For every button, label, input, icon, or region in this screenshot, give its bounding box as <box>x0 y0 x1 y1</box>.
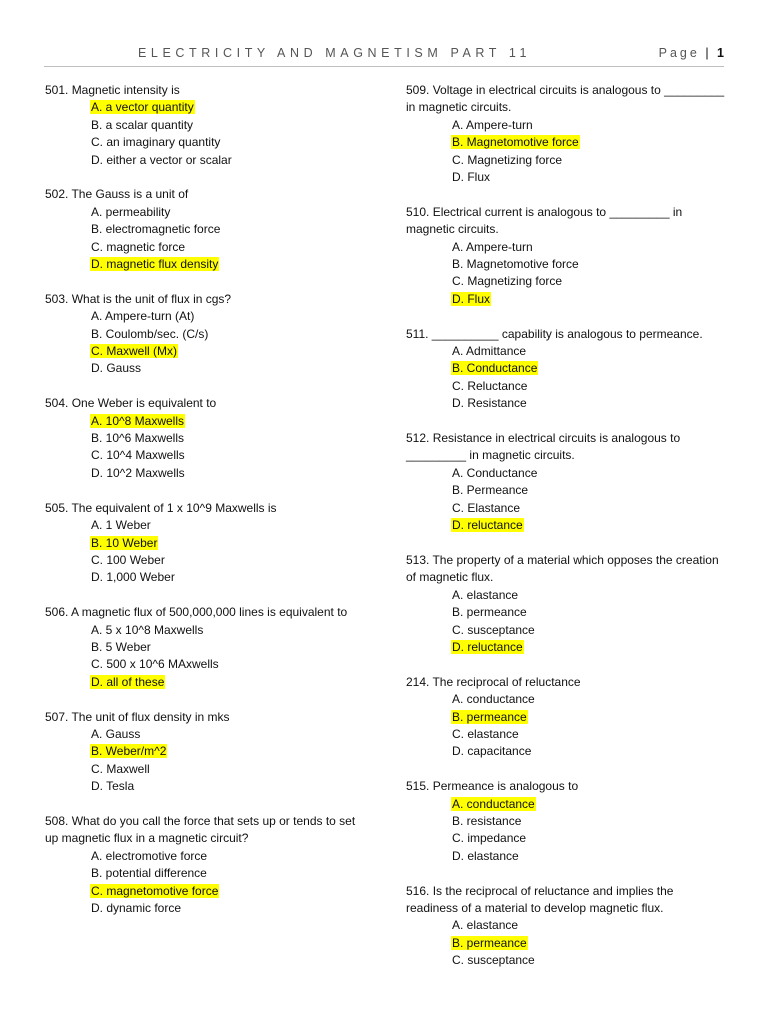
question-text: 511. __________ capability is analogous to permeance. <box>406 326 703 341</box>
answer-option <box>406 482 726 499</box>
answer-option <box>45 900 360 917</box>
page-label: Page <box>658 46 700 60</box>
answer-option <box>45 761 360 778</box>
question-block <box>406 326 726 413</box>
answer-option-text: B. Conductance <box>452 361 538 376</box>
correct-answer-option <box>45 883 360 900</box>
answer-option-text: D. elastance <box>452 848 519 863</box>
answer-option-text: B. electromagnetic force <box>91 222 221 237</box>
answer-option-text: B. Weber/m^2 <box>91 744 167 759</box>
question-block <box>406 552 726 656</box>
answer-options <box>45 726 360 796</box>
answer-option <box>406 152 726 169</box>
answer-option <box>406 343 726 360</box>
answer-option-text: A. Ampere-turn (At) <box>91 309 195 324</box>
answer-option-text: B. Coulomb/sec. (C/s) <box>91 326 209 341</box>
answer-option-text: D. 10^2 Maxwells <box>91 465 185 480</box>
answer-option-text: A. Ampere-turn <box>452 239 533 254</box>
answer-option <box>406 239 726 256</box>
answer-option <box>406 726 726 743</box>
right-question-column <box>406 82 726 987</box>
question-block <box>406 430 726 534</box>
answer-option <box>45 152 360 169</box>
page-header <box>0 0 768 70</box>
question-block <box>406 778 726 865</box>
answer-option-text: C. an imaginary quantity <box>91 135 221 150</box>
answer-option-text: A. a vector quantity <box>91 100 194 115</box>
answer-option-text: D. dynamic force <box>91 900 182 915</box>
question-text: 505. The equivalent of 1 x 10^9 Maxwells is <box>45 500 277 515</box>
page-number: 1 <box>717 46 724 60</box>
question-block <box>45 186 360 273</box>
answer-option-text: D. Tesla <box>91 779 135 794</box>
answer-option <box>45 517 360 534</box>
answer-option <box>45 204 360 221</box>
answer-option <box>45 622 360 639</box>
answer-option-text: B. Permeance <box>452 483 529 498</box>
answer-option <box>406 169 726 186</box>
left-question-column <box>45 82 360 935</box>
answer-option-text: A. elastance <box>452 587 519 602</box>
answer-options <box>406 465 726 535</box>
answer-options <box>406 343 726 413</box>
answer-option-text: D. reluctance <box>452 518 523 533</box>
answer-option-text: C. Maxwell <box>91 761 150 776</box>
answer-option <box>406 743 726 760</box>
question-text: 507. The unit of flux density in mks <box>45 709 230 724</box>
answer-option <box>406 500 726 517</box>
answer-option <box>45 656 360 673</box>
answer-options <box>406 917 726 969</box>
answer-option-text: C. susceptance <box>452 622 535 637</box>
answer-option-text: A. Admittance <box>452 344 527 359</box>
question-text: 512. Resistance in electrical circuits is analogous to _________ in magnetic circuits. <box>406 431 681 463</box>
answer-option <box>406 917 726 934</box>
answer-option <box>406 256 726 273</box>
answer-option-text: C. Maxwell (Mx) <box>91 344 177 359</box>
answer-option <box>406 587 726 604</box>
answer-option-text: A. 1 Weber <box>91 518 151 533</box>
answer-option-text: B. 10 Weber <box>91 535 158 550</box>
answer-option-text: D. reluctance <box>452 639 523 654</box>
page-separator: | <box>705 46 709 60</box>
answer-option <box>406 848 726 865</box>
header-divider <box>44 66 724 67</box>
correct-answer-option <box>406 134 726 151</box>
answer-option-text: C. magnetic force <box>91 239 186 254</box>
answer-option <box>45 360 360 377</box>
answer-option-text: C. 500 x 10^6 MAxwells <box>91 657 219 672</box>
answer-option <box>406 378 726 395</box>
question-text: 509. Voltage in electrical circuits is analogous to _________ in magnetic circuits. <box>406 83 725 115</box>
answer-option-text: C. susceptance <box>452 953 535 968</box>
answer-options <box>45 848 360 918</box>
answer-option-text: B. potential difference <box>91 866 207 881</box>
correct-answer-option <box>406 639 726 656</box>
question-block <box>45 813 360 917</box>
question-block <box>406 204 726 308</box>
answer-option-text: A. elastance <box>452 918 519 933</box>
question-text: 516. Is the reciprocal of reluctance and implies the readiness of a material to develop magnetic flux. <box>406 883 674 915</box>
answer-option <box>406 813 726 830</box>
answer-option <box>45 239 360 256</box>
answer-option-text: D. magnetic flux density <box>91 257 219 272</box>
answer-option <box>45 865 360 882</box>
answer-option-text: B. permeance <box>452 605 527 620</box>
answer-option-text: A. 5 x 10^8 Maxwells <box>91 622 204 637</box>
answer-option <box>45 326 360 343</box>
question-block <box>406 82 726 186</box>
answer-option-text: C. 100 Weber <box>91 552 165 567</box>
answer-option-text: C. elastance <box>452 726 519 741</box>
answer-option <box>45 848 360 865</box>
answer-option-text: B. Magnetomotive force <box>452 135 579 150</box>
answer-option-text: A. electromotive force <box>91 848 208 863</box>
question-block <box>406 674 726 761</box>
answer-option-text: B. permeance <box>452 935 527 950</box>
answer-options <box>406 587 726 657</box>
answer-option-text: C. Magnetizing force <box>452 274 563 289</box>
answer-option-text: A. Gauss <box>91 726 141 741</box>
answer-options <box>45 99 360 169</box>
question-text: 508. What do you call the force that sets up or tends to set up magnetic flux in a magnetic circuit? <box>45 813 356 846</box>
answer-option <box>45 726 360 743</box>
correct-answer-option <box>406 291 726 308</box>
answer-option <box>45 569 360 586</box>
question-text: 515. Permeance is analogous to <box>406 779 579 794</box>
answer-option <box>45 447 360 464</box>
answer-option-text: D. Flux <box>452 170 491 185</box>
answer-option <box>406 952 726 969</box>
answer-options <box>45 204 360 274</box>
answer-option-text: D. Gauss <box>91 361 142 376</box>
answer-option <box>45 552 360 569</box>
answer-option <box>45 221 360 238</box>
correct-answer-option <box>45 256 360 273</box>
answer-option-text: A. Ampere-turn <box>452 117 533 132</box>
answer-option <box>406 622 726 639</box>
question-text: 513. The property of a material which opposes the creation of magnetic flux. <box>406 552 719 585</box>
answer-option-text: C. 10^4 Maxwells <box>91 448 185 463</box>
answer-options <box>406 117 726 187</box>
answer-option-text: B. Magnetomotive force <box>452 257 579 272</box>
answer-option-text: D. Resistance <box>452 396 527 411</box>
correct-answer-option <box>45 99 360 116</box>
answer-option-text: B. 5 Weber <box>91 639 151 654</box>
question-block <box>406 883 726 970</box>
question-block <box>45 82 360 169</box>
answer-option-text: A. 10^8 Maxwells <box>91 413 184 428</box>
answer-option-text: D. capacitance <box>452 744 532 759</box>
answer-option-text: A. Conductance <box>452 465 538 480</box>
answer-option <box>45 778 360 795</box>
answer-option <box>45 117 360 134</box>
question-text: 504. One Weber is equivalent to <box>45 396 217 411</box>
question-block <box>45 291 360 378</box>
answer-options <box>45 308 360 378</box>
correct-answer-option <box>45 413 360 430</box>
answer-option <box>45 308 360 325</box>
answer-options <box>45 622 360 692</box>
answer-option <box>45 430 360 447</box>
answer-option <box>406 395 726 412</box>
answer-option-text: D. 1,000 Weber <box>91 570 175 585</box>
question-text: 503. What is the unit of flux in cgs? <box>45 291 232 306</box>
answer-option-text: D. either a vector or scalar <box>91 152 232 167</box>
answer-option-text: A. conductance <box>452 796 535 811</box>
question-block <box>45 604 360 691</box>
answer-option <box>45 465 360 482</box>
page-indicator <box>659 46 724 60</box>
answer-option-text: A. conductance <box>452 692 535 707</box>
question-text: 501. Magnetic intensity is <box>45 83 180 97</box>
correct-answer-option <box>45 674 360 691</box>
answer-option-text: B. a scalar quantity <box>91 117 194 132</box>
question-text: 214. The reciprocal of reluctance <box>406 674 581 689</box>
answer-options <box>45 517 360 587</box>
question-block <box>45 709 360 796</box>
question-text: 502. The Gauss is a unit of <box>45 187 189 202</box>
question-text: 510. Electrical current is analogous to _________ in magnetic circuits. <box>406 204 683 237</box>
question-text: 506. A magnetic flux of 500,000,000 lines is equivalent to <box>45 605 348 620</box>
answer-options <box>406 796 726 866</box>
answer-option <box>45 639 360 656</box>
answer-option <box>406 604 726 621</box>
answer-options <box>406 239 726 309</box>
correct-answer-option <box>45 343 360 360</box>
answer-option-text: C. Elastance <box>452 500 521 515</box>
answer-option <box>406 830 726 847</box>
answer-options <box>406 691 726 761</box>
answer-option <box>406 465 726 482</box>
answer-option-text: C. magnetomotive force <box>91 883 219 898</box>
answer-options <box>45 413 360 483</box>
question-block <box>45 500 360 587</box>
answer-option <box>406 117 726 134</box>
question-block <box>45 395 360 482</box>
answer-option-text: D. Flux <box>452 291 491 306</box>
answer-option-text: B. resistance <box>452 813 522 828</box>
answer-option-text: A. permeability <box>91 204 171 219</box>
answer-option-text: C. Reluctance <box>452 378 528 393</box>
correct-answer-option <box>406 360 726 377</box>
correct-answer-option <box>406 935 726 952</box>
answer-option-text: C. Magnetizing force <box>452 152 563 167</box>
answer-option <box>45 134 360 151</box>
correct-answer-option <box>45 743 360 760</box>
correct-answer-option <box>406 517 726 534</box>
answer-option-text: C. impedance <box>452 831 527 846</box>
answer-option <box>406 273 726 290</box>
answer-option-text: B. 10^6 Maxwells <box>91 431 184 446</box>
correct-answer-option <box>406 796 726 813</box>
answer-option-text: B. permeance <box>452 709 527 724</box>
answer-option <box>406 691 726 708</box>
correct-answer-option <box>406 709 726 726</box>
answer-option-text: D. all of these <box>91 674 165 689</box>
correct-answer-option <box>45 535 360 552</box>
document-title: ELECTRICITY AND MAGNETISM PART 11 <box>138 46 532 60</box>
